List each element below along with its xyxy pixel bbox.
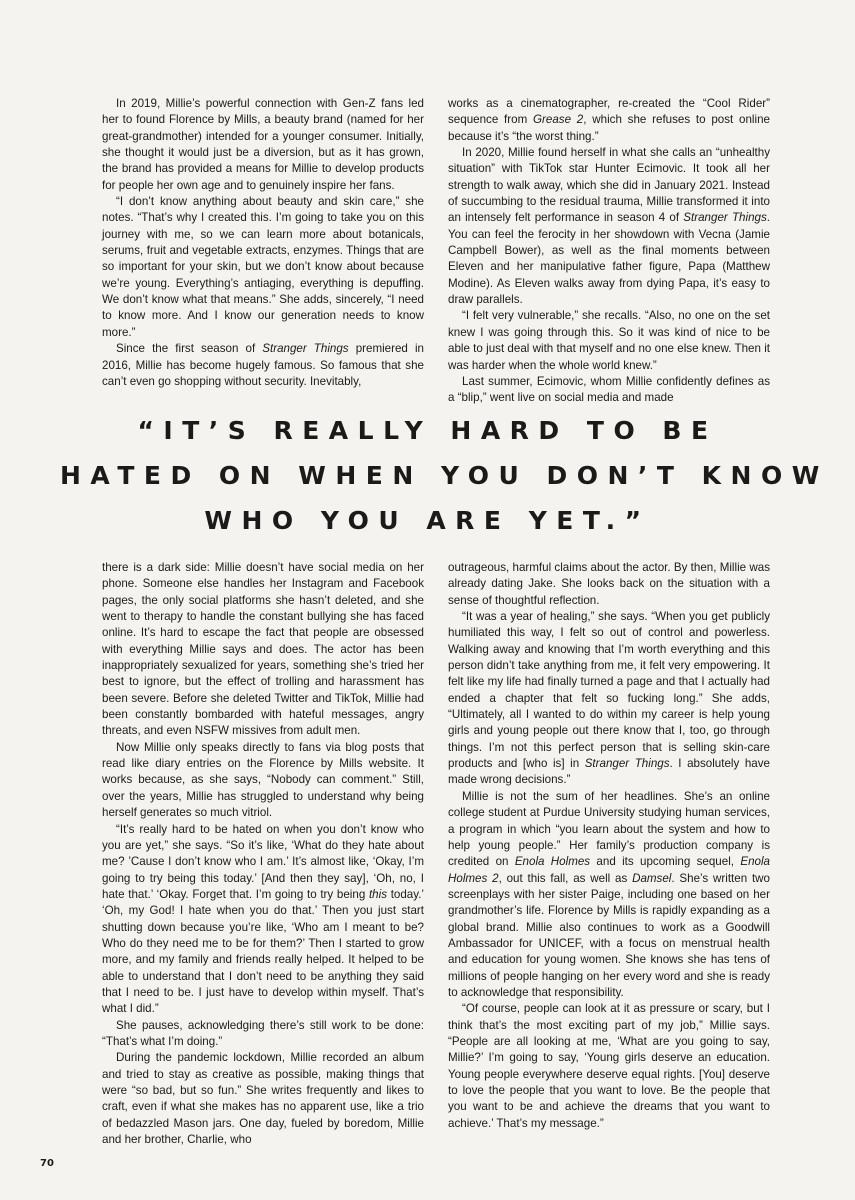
pull-quote-line: HATED ON WHEN YOU DON’T KNOW <box>60 461 829 490</box>
paragraph: Since the first season of Stranger Things premiered in 2016, Millie has become hugely famous. So famous that she can’t even go shopping without security. Inevitably, <box>102 342 424 388</box>
pull-quote-line: “IT’S REALLY HARD TO BE <box>137 416 718 445</box>
paragraph: Last summer, Ecimovic, whom Millie confidently defines as a “blip,” went live on social media and made <box>448 374 770 405</box>
paragraph: there is a dark side: Millie doesn’t have social media on her phone. Someone else handles her Instagram and Facebook pages, the only social platforms she hasn’t deleted, and she went to therapy to handle the constant bullying she has faced online. It’s hard to escape the fact that people are obsessed with everything Millie says and does. The actor has been inappropriately sexualized for years, something she’s tried her best to ignore, but the effect of trolling and harassment has been severe. Before she deleted Twitter and TikTok, Millie had been constantly bombarded with hateful messages, angry threats, and even NSFW missives from adult men. <box>102 561 424 738</box>
pull-quote-line: WHO YOU ARE YET.” <box>204 506 651 535</box>
column-top-left <box>102 96 424 390</box>
paragraph: “I felt very vulnerable,” she recalls. “Also, no one on the set knew I was going through this. So it was kind of nice to be able to just deal with that myself and no one else knew. Then it was harder when the whole world knew.” <box>448 309 770 372</box>
paragraph: During the pandemic lockdown, Millie recorded an album and tried to stay as creative as possible, making things that were “so bad, but so fun.” She writes frequently and likes to craft, even if what she makes has no apparent use, like a trio of bedazzled Mason jars. One day, fueled by boredom, Millie and her brother, Charlie, who <box>102 1051 424 1147</box>
paragraph: In 2019, Millie’s powerful connection with Gen-Z fans led her to found Florence by Mills, a beauty brand (named for her great-grandmother) intended for a younger consumer. Initially, she thought it would just be a diversion, but as it has grown, the brand has provided a means for Millie to develop products for people her own age and to genuinely inspire her fans. <box>102 97 424 192</box>
paragraph: In 2020, Millie found herself in what she calls an “unhealthy situation” with TikTok star Hunter Ecimovic. It took all her strength to walk away, which she did in January 2021. Instead of succumbing to the residual trauma, Millie transformed it into an intensely felt performance in season 4 of Stranger Things. You can feel the ferocity in her showdown with Vecna (Jamie Campbell Bower), as well as the final moments between Eleven and her manipulative father figure, Papa (Matthew Modine). As Eleven walks away from dying Papa, it’s easy to draw parallels. <box>448 146 770 307</box>
column-top-right <box>448 96 770 407</box>
paragraph: “It was a year of healing,” she says. “When you get publicly humiliated this way, I felt so out of control and powerless. Walking away and knowing that I’m worth everything and this person didn’t take anything from me, it felt very empowering. It felt like my life had finally turned a page and that I actually had ended a chapter that felt so fucking long.” She adds, “Ultimately, all I wanted to do within my career is help young girls and young people out there know that I, too, go through things. I’m not this perfect person that is selling skin-care products and [who is] in Stranger Things. I absolutely have made wrong decisions.” <box>448 610 770 787</box>
pull-quote <box>60 408 829 543</box>
paragraph: Millie is not the sum of her headlines. She’s an online college student at Purdue University studying human services, a program in which “you learn about the system and how to help young people.” Her family’s production company is credited on Enola Holmes and its upcoming sequel, Enola Holmes 2, out this fall, as well as Damsel. She’s written two screenplays with her sister Paige, including one based on her grandmother’s life. Florence by Mills is rapidly expanding as a global brand. Millie also continues to work as a Goodwill Ambassador for UNICEF, with a focus on menstrual health and education for young women. She knows she has tens of millions of people hanging on her every word and she is ready to acknowledge that responsibility. <box>448 789 771 999</box>
column-bottom-right <box>448 560 770 1132</box>
paragraph: “It’s really hard to be hated on when you don’t know who you are yet,” she says. “So it’s like, ‘What do they hate about me? ’Cause I don’t know who I am.’ It’s almost like, ‘Okay, I’m going to try being this today.’ [And then they say], ‘Oh, no, I hate that.’ ‘Okay. Forget that. I’m going to try being this today.’ ‘Oh, my God! I hate when you do that.’ Then you just start shutting down because you’re like, ‘Who am I meant to be? Who do they need me to be for them?’ Then I started to grow more, and my family and friends really helped. It helped to be able to understand that I don’t need to be anything they said that I need to be. I just have to develop within myself. That’s what I did.” <box>102 822 424 1016</box>
paragraph: outrageous, harmful claims about the actor. By then, Millie was already dating Jake. She looks back on the situation with a sense of thoughtful reflection. <box>448 561 770 607</box>
paragraph: “I don’t know anything about beauty and skin care,” she notes. “That’s why I created this. I’m going to take you on this journey with me, so we can learn more about botanicals, serums, fruit and vegetable extracts, enzymes. Things that are so important for your skin, but we don’t know about because we’re young. Everything’s antiaging, everything is depuffing. We don’t know what that means.” She adds, sincerely, “I need to know more. And I know our generation needs to know more.” <box>102 195 424 339</box>
paragraph: Now Millie only speaks directly to fans via blog posts that read like diary entries on the Florence by Mills website. It works because, as she says, “Nobody can comment.” Still, over the years, Millie has struggled to understand why being herself generates so much vitriol. <box>102 740 424 820</box>
page-number: 70 <box>40 1158 54 1169</box>
paragraph: She pauses, acknowledging there’s still work to be done: “That’s what I’m doing.” <box>102 1018 424 1048</box>
paragraph: works as a cinematographer, re-created the “Cool Rider” sequence from Grease 2, which she refuses to post online because it’s “the worst thing.” <box>448 97 770 143</box>
column-bottom-left <box>102 560 424 1148</box>
paragraph: “Of course, people can look at it as pressure or scary, but I think that’s the most exciting part of my job,” Millie says. “People are all looking at me, ‘What are you going to say, Millie?’ I’m going to say, ‘Young girls deserve an education. Young people everywhere deserve equal rights. [You] deserve to love the people that you want to love. Be the people that you want to be and achieve the dreams that you want to achieve.’ That’s my message.” <box>448 1002 770 1130</box>
